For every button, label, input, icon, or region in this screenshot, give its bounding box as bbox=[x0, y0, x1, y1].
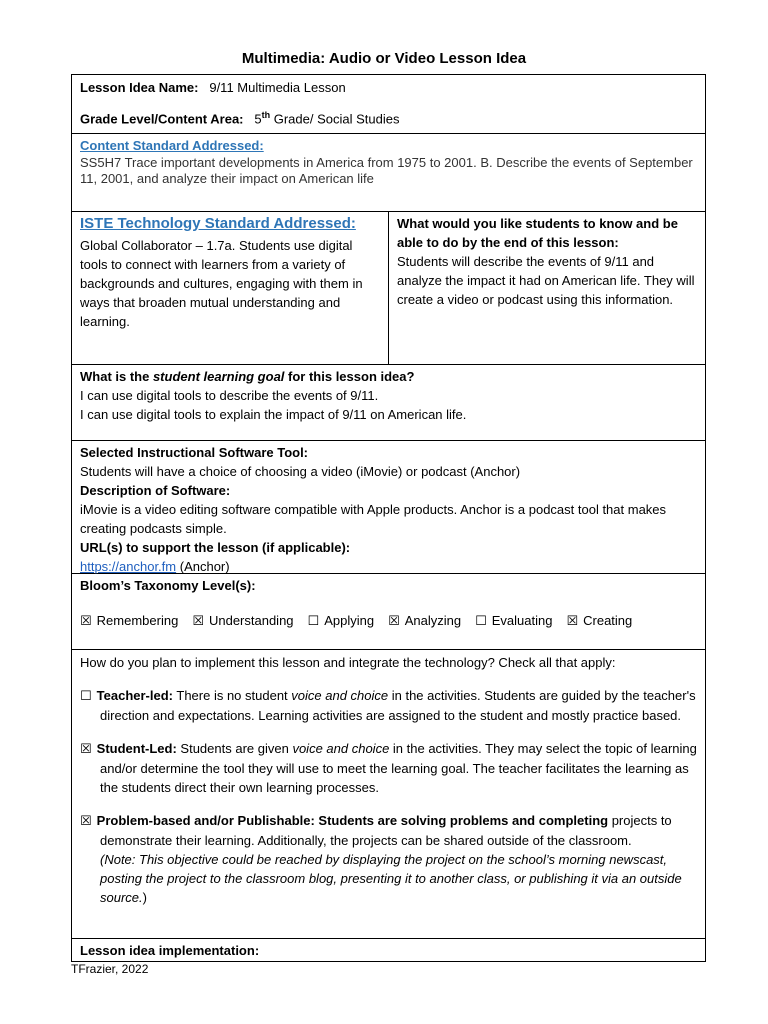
learning-goal-row bbox=[72, 364, 705, 440]
software-desc-label: Description of Software: bbox=[80, 483, 231, 498]
iste-heading: ISTE Technology Standard Addressed: bbox=[80, 215, 356, 232]
option-student-led[interactable] bbox=[80, 739, 697, 797]
option-teacher-led[interactable] bbox=[80, 686, 697, 725]
lesson-name-label: Lesson Idea Name: bbox=[80, 80, 199, 95]
checkbox-icon: ☒ bbox=[566, 614, 579, 629]
footer-credit: TFrazier, 2022 bbox=[71, 962, 149, 976]
teacher-led-t1: There is no student bbox=[173, 688, 292, 703]
checkbox-icon: ☒ bbox=[388, 614, 400, 629]
problem-based-note-end: ) bbox=[142, 890, 147, 905]
student-led-label: Student-Led: bbox=[96, 741, 177, 756]
iste-row bbox=[72, 211, 705, 364]
bloom-level-remembering[interactable] bbox=[80, 611, 178, 631]
content-standard-row bbox=[72, 133, 705, 211]
goal-q-pre: What is the bbox=[80, 369, 153, 384]
software-tool-label: Selected Instructional Software Tool: bbox=[80, 445, 309, 460]
bloom-level-name: Applying bbox=[324, 613, 375, 628]
learning-goal-question bbox=[80, 367, 697, 386]
problem-based-label: Problem-based and/or Publishable: Students are solving problems and completing bbox=[96, 813, 609, 828]
bloom-level-name: Evaluating bbox=[491, 613, 553, 628]
checkbox-icon: ☐ bbox=[80, 689, 92, 704]
goal-line-2: I can use digital tools to explain the impact of 9/11 on American life. bbox=[80, 407, 467, 422]
implement-row bbox=[72, 649, 705, 938]
goal-q-post: for this lesson idea? bbox=[284, 369, 415, 384]
know-cell bbox=[389, 212, 705, 364]
lesson-name-value: 9/11 Multimedia Lesson bbox=[209, 80, 346, 95]
anchor-link[interactable]: https://anchor.fm bbox=[80, 559, 177, 574]
bloom-level-understanding[interactable] bbox=[192, 611, 293, 631]
student-led-t1: Students are given bbox=[176, 741, 293, 756]
bloom-level-name: Creating bbox=[583, 613, 633, 628]
problem-based-t1: projects to demonstrate their learning. Additionally, the projects can be shared outside of the classroom. bbox=[100, 813, 672, 848]
bloom-levels bbox=[80, 611, 697, 631]
know-answer: Students will describe the events of 9/11 and analyze the impact it had on American life. They will create a video or podcast using this information. bbox=[397, 254, 695, 307]
checkbox-icon: ☒ bbox=[80, 614, 92, 629]
goal-q-italic: student learning goal bbox=[152, 369, 285, 384]
problem-based-note: (Note: This objective could be reached by displaying the project on the school’s morning newscast, posting the project to the classroom blog, presenting it to another class, or publishing it via an outside source. bbox=[100, 852, 682, 905]
software-row bbox=[72, 440, 705, 573]
teacher-led-t2: in the activities. Students are guided by the teacher's direction and expectations. Learning activities are assigned to the student and mostly practice based. bbox=[100, 688, 696, 723]
bloom-label: Bloom’s Taxonomy Level(s): bbox=[80, 578, 256, 593]
option-problem-based[interactable] bbox=[80, 811, 697, 907]
bloom-level-name: Analyzing bbox=[404, 613, 462, 628]
implementation-row bbox=[72, 938, 705, 961]
grade-superscript: th bbox=[261, 110, 271, 120]
goal-line-1: I can use digital tools to describe the events of 9/11. bbox=[80, 388, 379, 403]
bloom-level-evaluating[interactable] bbox=[475, 611, 552, 631]
implementation-label: Lesson idea implementation: bbox=[80, 943, 260, 958]
implement-question: How do you plan to implement this lesson and integrate the technology? Check all that apply: bbox=[80, 655, 616, 670]
bloom-row bbox=[72, 573, 705, 649]
student-led-t1i: voice and choice bbox=[292, 741, 390, 756]
software-tool-text: Students will have a choice of choosing a video (iMovie) or podcast (Anchor) bbox=[80, 464, 521, 479]
lesson-info-row bbox=[72, 75, 705, 133]
software-url-label: URL(s) to support the lesson (if applicable): bbox=[80, 540, 351, 555]
checkbox-icon: ☒ bbox=[80, 814, 92, 829]
checkbox-icon: ☐ bbox=[307, 614, 320, 629]
checkbox-icon: ☐ bbox=[475, 614, 487, 629]
bloom-level-analyzing[interactable] bbox=[388, 611, 461, 631]
checkbox-icon: ☒ bbox=[80, 742, 92, 757]
checkbox-icon: ☒ bbox=[192, 614, 204, 629]
bloom-level-creating[interactable] bbox=[566, 611, 632, 631]
content-standard-text: SS5H7 Trace important developments in America from 1975 to 2001. B. Describe the events of September 11, 2001, and analyze their impact on American life bbox=[80, 155, 693, 186]
grade-rest: Grade/ Social Studies bbox=[273, 111, 400, 127]
iste-text: Global Collaborator – 1.7a. Students use digital tools to connect with learners from a variety of backgrounds and cultures, engaging with them in ways that broaden mutual understanding and learning. bbox=[80, 238, 363, 329]
student-led-t2: in the activities. They may select the topic of learning and/or determine the tool they will use to meet the learning goal. The teacher facilitates the learning as the students direct their own learning processes. bbox=[100, 741, 697, 795]
grade-label: Grade Level/Content Area: bbox=[80, 111, 244, 127]
teacher-led-t1i: voice and choice bbox=[291, 688, 389, 703]
document-title: Multimedia: Audio or Video Lesson Idea bbox=[241, 50, 527, 67]
url-note: (Anchor) bbox=[179, 559, 230, 574]
bloom-level-name: Remembering bbox=[96, 613, 179, 628]
content-standard-heading: Content Standard Addressed: bbox=[80, 138, 264, 153]
lesson-table bbox=[71, 74, 706, 962]
software-desc-text: iMovie is a video editing software compatible with Apple products. Anchor is a podcast tool that makes creating podcasts simple. bbox=[80, 502, 667, 536]
know-question: What would you like students to know and be able to do by the end of this lesson: bbox=[397, 216, 678, 250]
bloom-level-name: Understanding bbox=[208, 613, 294, 628]
grade-number: 5 bbox=[254, 111, 262, 127]
teacher-led-label: Teacher-led: bbox=[96, 688, 173, 703]
bloom-level-applying[interactable] bbox=[308, 611, 375, 631]
iste-cell bbox=[72, 212, 389, 364]
